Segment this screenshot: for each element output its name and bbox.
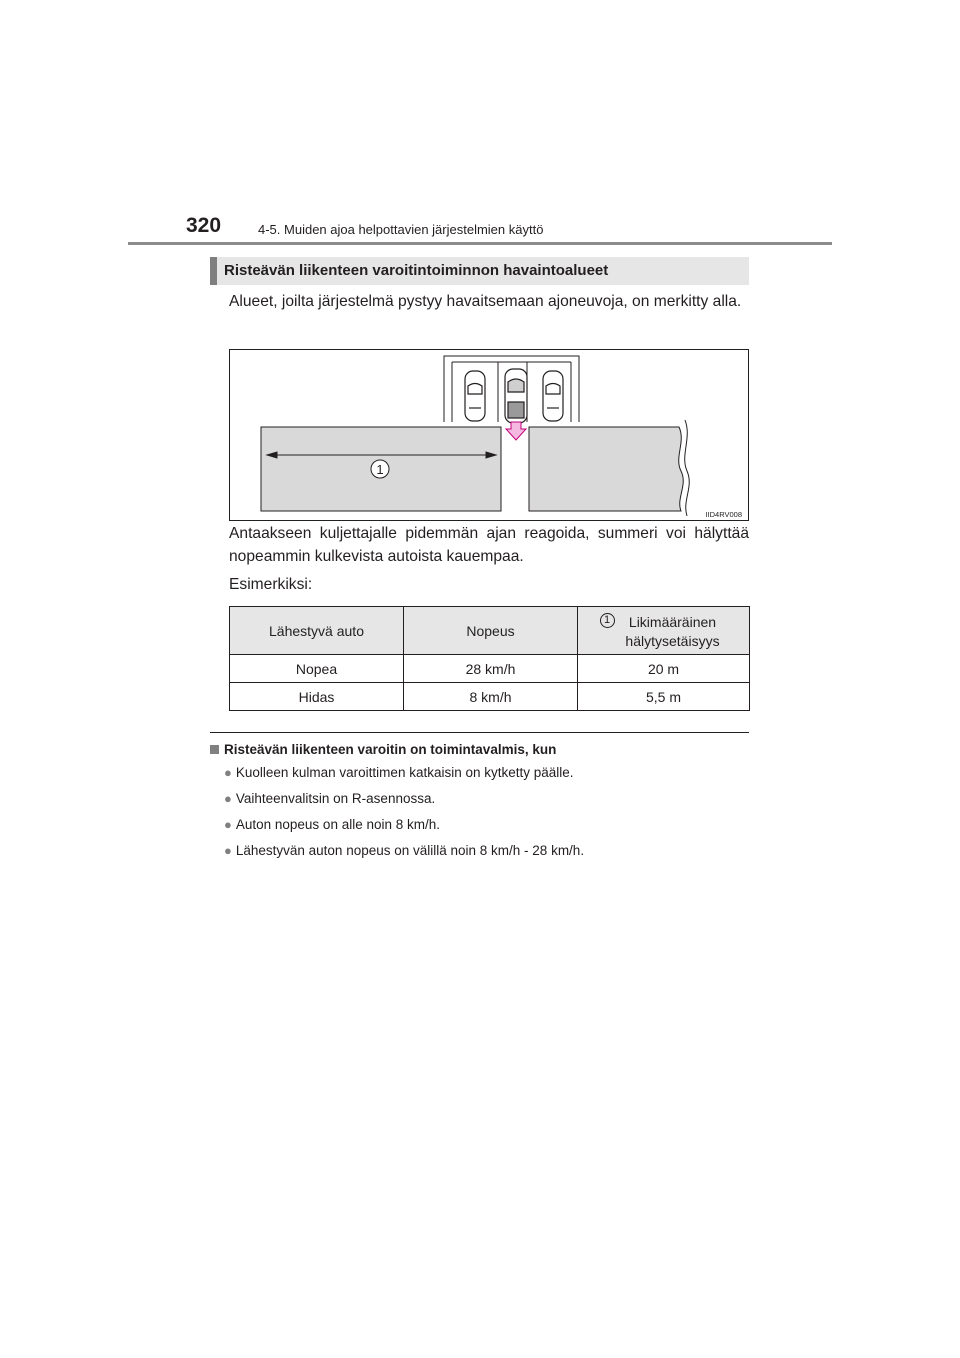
callout-circle-small: 1 [600, 613, 615, 628]
table-cell: 8 km/h [404, 683, 578, 711]
list-item [224, 817, 440, 832]
parked-car-left-icon [465, 371, 485, 421]
table-cell: 20 m [578, 655, 750, 683]
note-paragraph: Antaakseen kuljettajalle pidemmän ajan reagoida, summeri voi hälyttää nopeammin kulkevista autoista kauempaa. [229, 525, 749, 565]
page-number: 320 [186, 214, 222, 237]
detection-area-diagram [229, 349, 749, 521]
table-cell: Nopea [230, 655, 404, 683]
break-line [685, 420, 690, 516]
col-header-approaching-car: Lähestyvä auto [230, 607, 404, 655]
reverse-arrow-icon [506, 422, 526, 440]
section-title-bar [210, 257, 749, 285]
diagram-svg [230, 350, 748, 520]
bullet-icon: ● [224, 817, 232, 832]
parked-car-right-icon [543, 371, 563, 421]
col-header-speed: Nopeus [404, 607, 578, 655]
bullet-icon: ● [224, 765, 232, 780]
table-row [230, 655, 750, 683]
table-cell: Hidas [230, 683, 404, 711]
title-accent [210, 257, 217, 285]
image-code: IID4RV008 [705, 510, 742, 519]
separator-rule [210, 732, 749, 733]
list-item-text: Kuolleen kulman varoittimen katkaisin on kytketty päälle. [235, 765, 574, 780]
list-item-text: Lähestyvän auton nopeus on välillä noin 8 km/h - 28 km/h. [235, 843, 585, 858]
header-rule [128, 242, 832, 245]
list-item [224, 843, 584, 858]
list-item-text: Auton nopeus on alle noin 8 km/h. [235, 817, 441, 832]
section-title: Risteävän liikenteen varoitintoiminnon havaintoalueet [224, 262, 609, 279]
alert-distance-table [229, 606, 750, 711]
list-item [224, 791, 435, 806]
bullet-icon: ● [224, 791, 232, 806]
reversing-car-icon [505, 369, 527, 423]
example-label: Esimerkiksi: [229, 576, 313, 593]
list-item [224, 765, 574, 780]
col-header-distance [578, 607, 750, 655]
list-item-text: Vaihteenvalitsin on R-asennossa. [235, 791, 436, 806]
table-cell: 28 km/h [404, 655, 578, 683]
intro-paragraph: Alueet, joilta järjestelmä pystyy havaitsemaan ajoneuvoja, on merkitty alla. [229, 293, 742, 310]
square-bullet-icon [210, 745, 219, 754]
right-detection-zone [529, 427, 683, 511]
chapter-header: 4-5. Muiden ajoa helpottavien järjestelmien käyttö [258, 222, 544, 237]
bullet-icon: ● [224, 843, 232, 858]
table-cell: 5,5 m [578, 683, 750, 711]
conditions-title-text: Risteävän liikenteen varoitin on toimintavalmis, kun [224, 742, 557, 757]
table-header-row [230, 607, 750, 655]
callout-number: 1 [376, 462, 384, 477]
col-header-distance-label: Likimääräinen hälytysetäisyys [625, 614, 720, 649]
table-row [230, 683, 750, 711]
conditions-title [210, 742, 556, 757]
